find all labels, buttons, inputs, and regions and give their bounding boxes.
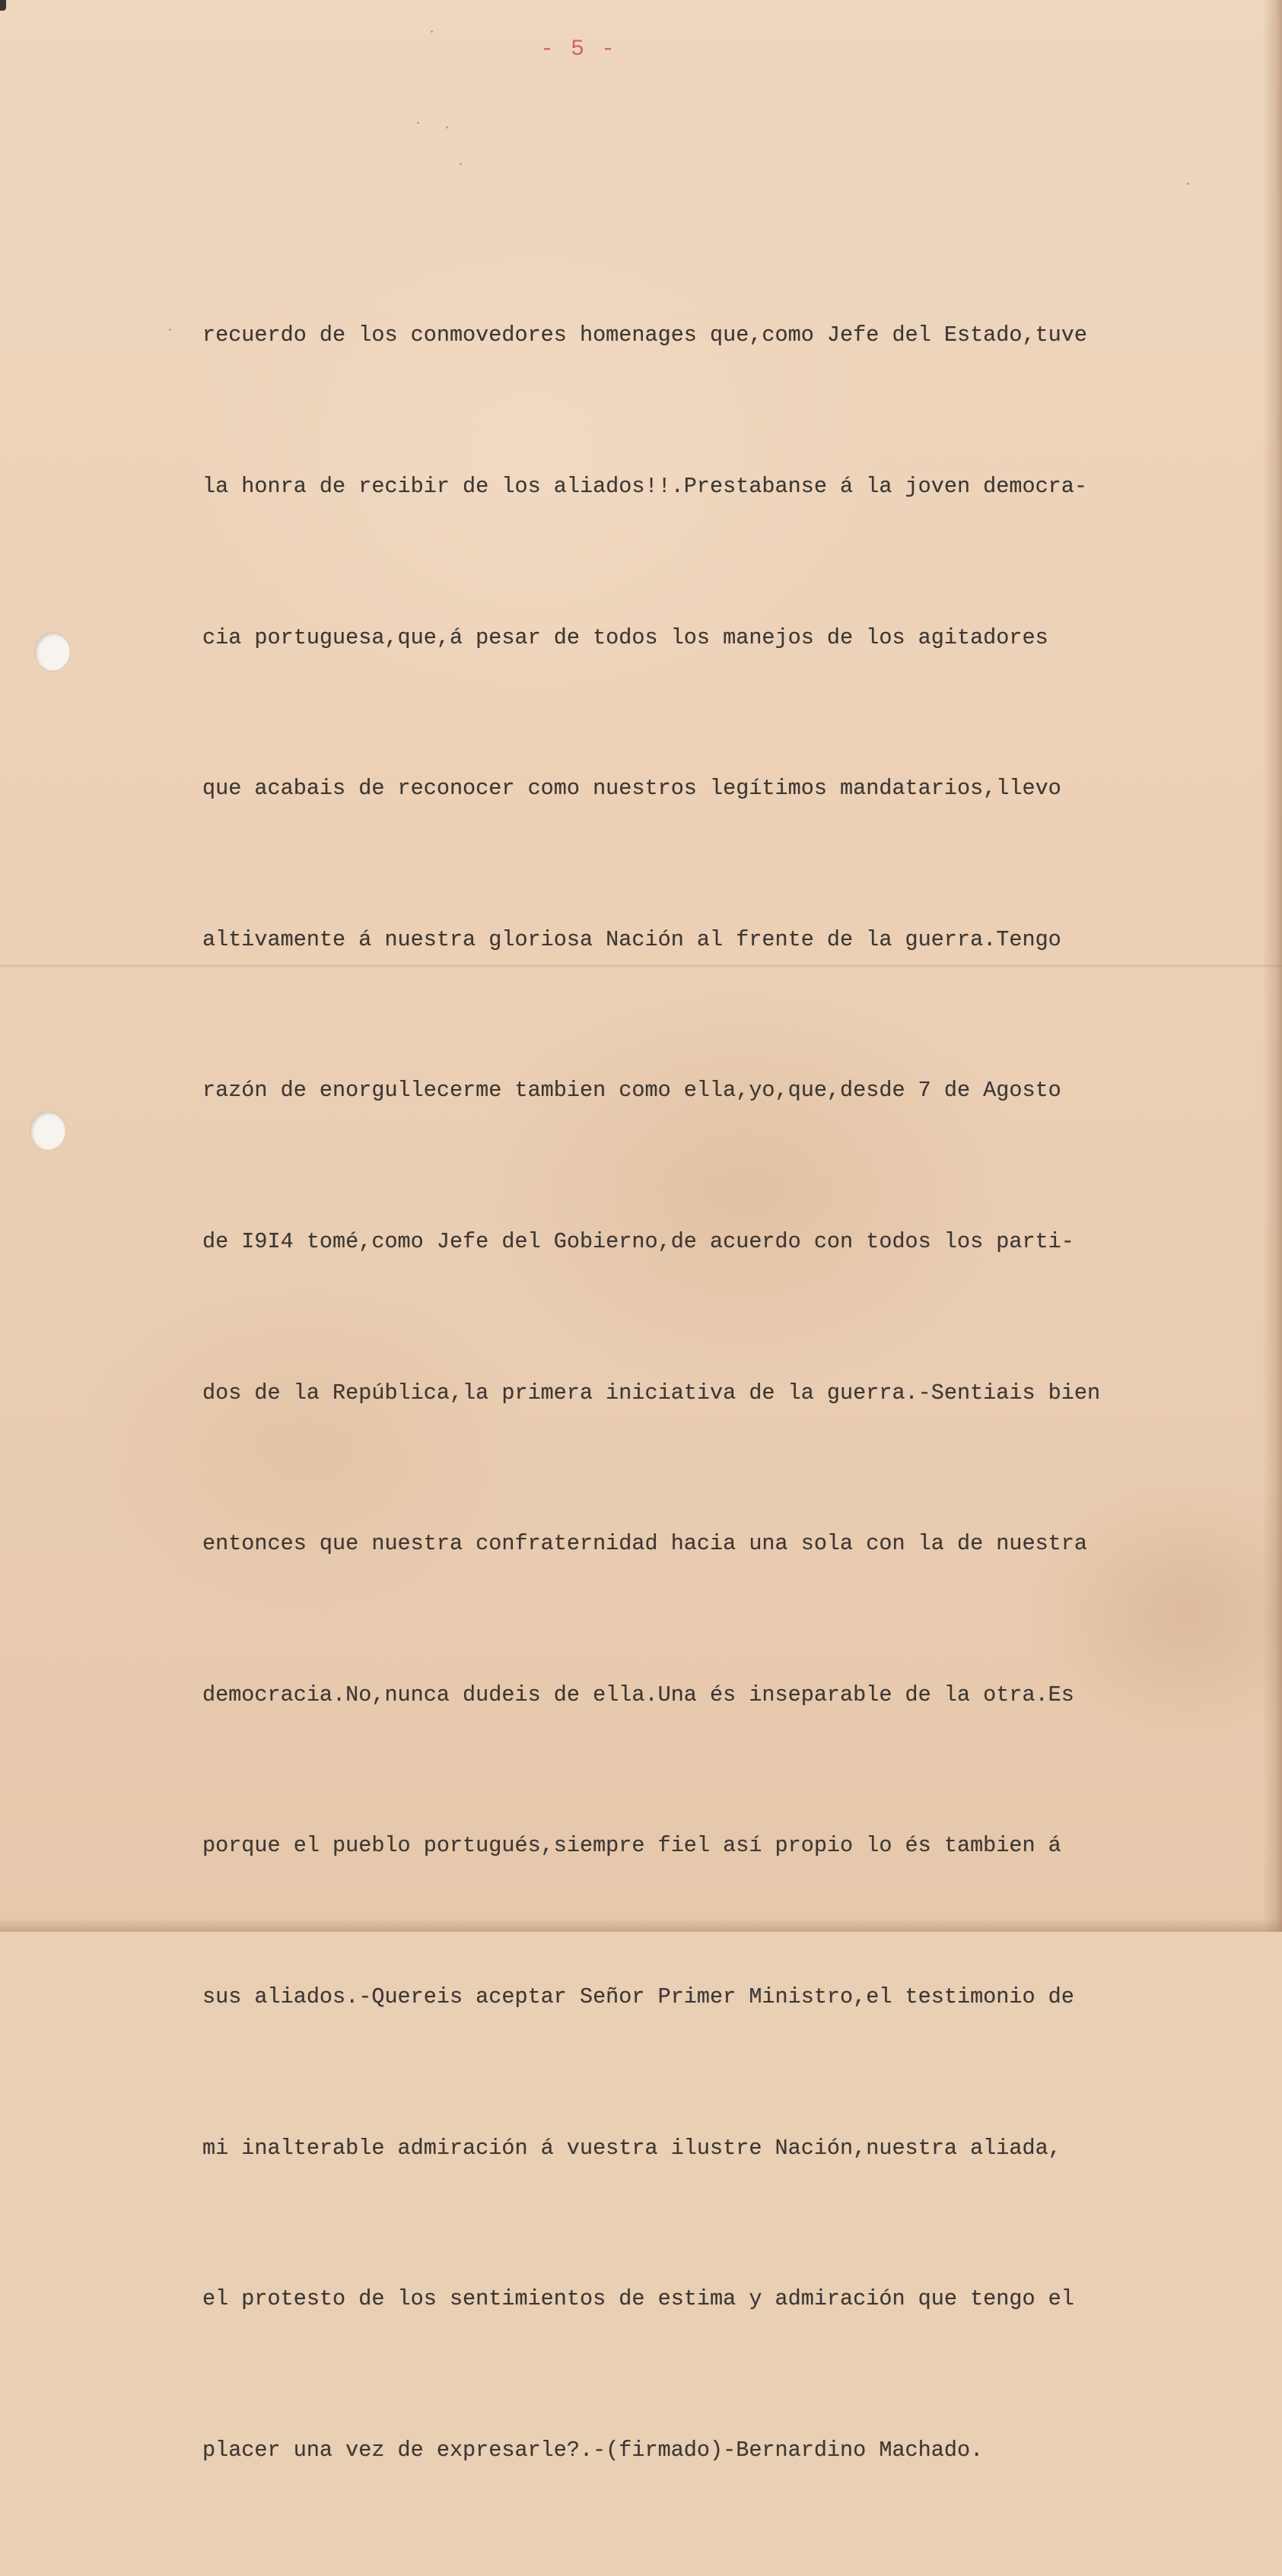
text-line: mi inalterable admiración á vuestra ilustre Nación,nuestra aliada, <box>202 2135 1061 2161</box>
page-number: - 5 - <box>539 37 616 62</box>
text-line: porque el pueblo portugués,siempre fiel así propio lo és tambien á <box>202 1833 1061 1859</box>
closing-signature-line: placer una vez de expresarle?.-(firmado)-Bernardino Machado. <box>202 2437 984 2463</box>
paper-speck <box>1187 183 1189 185</box>
paper-speck <box>417 122 419 124</box>
text-line: sus aliados.-Quereis aceptar Señor Primer Ministro,el testimonio de <box>202 1984 1074 2009</box>
paper-speck <box>431 30 433 33</box>
corner-staple-mark <box>0 0 6 11</box>
text-line: razón de enorgullecerme tambien como ella,yo,que,desde 7 de Agosto <box>202 1078 1061 1104</box>
paper-speck <box>446 126 448 129</box>
punch-hole-lower <box>30 1112 65 1150</box>
text-line: democracia.No,nunca dudeis de ella.Una és inseparable de la otra.Es <box>202 1682 1074 1707</box>
text-line: dos de la República,la primera iniciativa de la guerra.-Sentiais bien <box>202 1380 1101 1406</box>
text-line: recuerdo de los conmovedores homenages que,como Jefe del Estado,tuve <box>202 322 1087 348</box>
text-line: el protesto de los sentimientos de estima y admiración que tengo el <box>202 2286 1074 2312</box>
text-line: que acabais de reconocer como nuestros legítimos mandatarios,llevo <box>202 776 1061 802</box>
typed-letter-body <box>202 210 1268 2576</box>
text-line: la honra de recibir de los aliados!!.Prestabanse á la joven democra- <box>202 474 1087 499</box>
text-line: de I9I4 tomé,como Jefe del Gobierno,de acuerdo con todos los parti- <box>202 1228 1074 1254</box>
punch-hole-upper <box>35 633 70 671</box>
paper-speck <box>460 163 462 165</box>
text-line: cia portuguesa,que,á pesar de todos los manejos de los agitadores <box>202 624 1048 650</box>
text-line: altivamente á nuestra gloriosa Nación al frente de la guerra.Tengo <box>202 926 1061 952</box>
paper-speck <box>169 329 171 331</box>
text-line: entonces que nuestra confraternidad hacia una sola con la de nuestra <box>202 1531 1087 1557</box>
